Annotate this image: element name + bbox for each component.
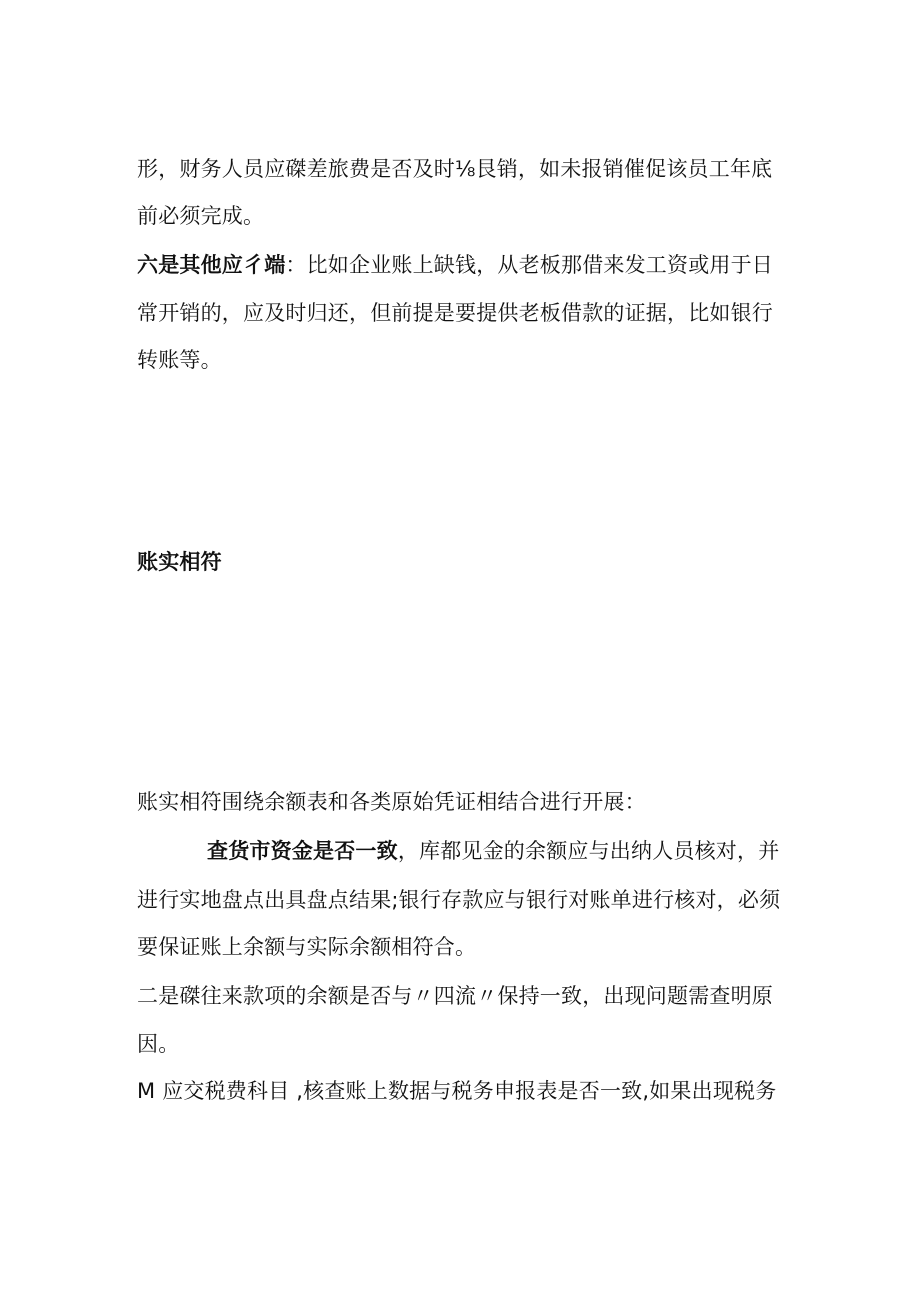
text-run: M 应交税费科目 ,核查账上数据与税务申报表是否一致,如果出现税务	[137, 1079, 777, 1103]
paragraph-line	[137, 250, 797, 280]
paragraph-line	[137, 201, 797, 231]
bold-lead-text: 查货市资金是否一致	[207, 839, 398, 863]
paragraph-line	[137, 981, 797, 1011]
text-run: 要保证账上余额与实际余额相符合。	[137, 935, 477, 959]
paragraph-line	[137, 836, 867, 866]
paragraph-line	[137, 787, 797, 817]
text-run: 因。	[137, 1032, 180, 1056]
text-run: 二是磔往来款项的余额是否与〃四流〃保持一致，出现问题需查明原	[137, 984, 773, 1008]
section-heading: 账实相符	[137, 550, 222, 574]
text-run: 常开销的，应及时归还，但前提是要提供老板借款的证据，比如银行	[137, 301, 773, 325]
bold-lead-text: 六是其他应彳端	[137, 253, 286, 277]
paragraph-line	[137, 1076, 797, 1106]
paragraph-line	[137, 885, 797, 915]
text-run: 转账等。	[137, 348, 222, 372]
paragraph-line	[137, 345, 797, 375]
paragraph-line	[137, 298, 797, 328]
text-run: ：比如企业账上缺钱，从老板那借来发工资或用于日	[285, 253, 774, 277]
paragraph-line	[137, 932, 797, 962]
text-run: 前必须完成。	[137, 204, 265, 228]
text-run: 形，财务人员应磔差旅费是否及时⅛艮销，如未报销催促该员工年底	[137, 157, 773, 181]
text-run: ，库都见金的余额应与出纳人员核对，并	[397, 839, 780, 863]
paragraph-line	[137, 154, 797, 184]
text-run: 进行实地盘点出具盘点结果;银行存款应与银行对账单进行核对，必须	[137, 888, 781, 912]
text-run: 账实相符围绕余额表和各类原始凭证相结合进行开展：	[137, 790, 646, 814]
paragraph-line	[137, 1029, 797, 1059]
